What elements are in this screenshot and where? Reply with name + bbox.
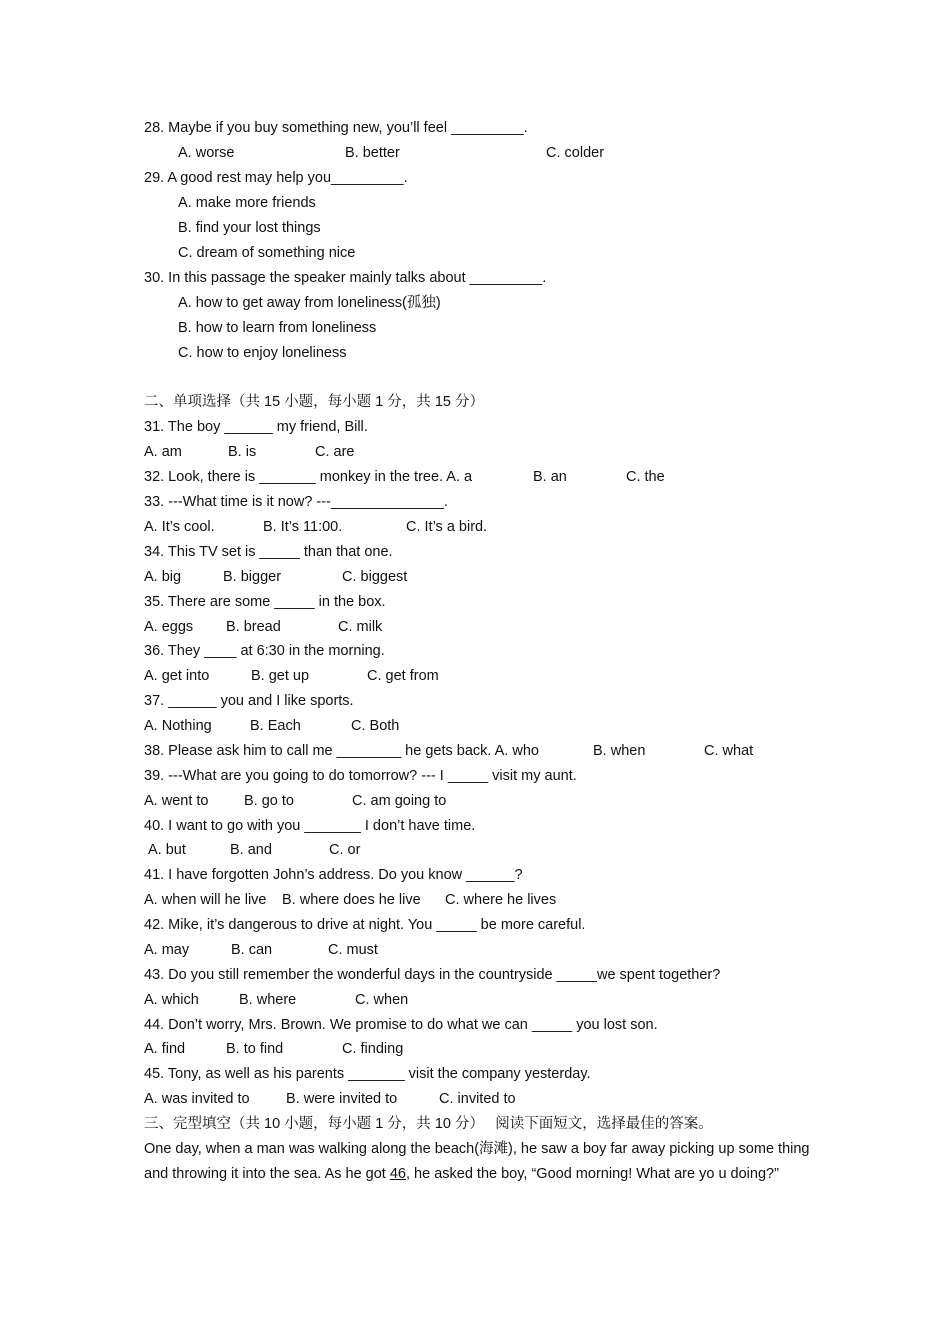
question-34: 34. This TV set is _____ than that one. [144,544,393,560]
question-39-options [144,789,544,813]
option-c: C. what [704,743,754,759]
option-a: A. worse [178,145,235,161]
option-c: C. am going to [352,793,447,809]
option-c: C. when [355,992,409,1008]
question-28 [144,116,528,140]
option-c: C. get from [367,668,439,684]
option-c: C. biggest [342,569,408,585]
option-a: A. find [144,1041,186,1057]
question-42-options [144,938,544,962]
option-a: A. big [144,569,182,585]
option-a: A. went to [144,793,209,809]
question-45: 45. Tony, as well as his parents _______ visit the company yesterday. [144,1066,591,1082]
option-c: C. the [626,469,665,485]
question-30 [144,266,546,290]
question-37-options [144,714,544,738]
option-a: A. eggs [144,619,194,635]
option-a: A. when will he live [144,892,267,908]
option-a: A. was invited to [144,1091,250,1107]
option-b: B. find your lost things [178,220,321,236]
question-37: 37. ______ you and I like sports. [144,693,354,709]
question-40-options [144,838,544,862]
question-stem: 38. Please ask him to call me ________ he gets back. A. who [144,743,539,759]
question-stem: 30. In this passage the speaker mainly talks about _________. [144,270,547,286]
option-b: B. can [231,942,273,958]
option-b: B. when [593,743,646,759]
option-b: B. were invited to [286,1091,398,1107]
question-44: 44. Don’t worry, Mrs. Brown. We promise to do what we can _____ you lost son. [144,1017,658,1033]
option-a: A. may [144,942,190,958]
question-43: 43. Do you still remember the wonderful days in the countryside _____we spent together? [144,967,721,983]
option-b: B. an [533,469,567,485]
question-41-options [144,888,644,912]
question-45-options [144,1087,644,1111]
option-a: A. am [144,444,182,460]
option-c: C. invited to [439,1091,516,1107]
passage-text: One day, when a man was walking along the beach(海滩), he saw a boy far away picking up some thing and throwing it into the sea. As he got [144,1141,810,1182]
question-stem: 28. Maybe if you buy something new, you’ll feel _________. [144,120,528,136]
option-b: B. how to learn from loneliness [178,320,377,336]
question-40: 40. I want to go with you _______ I don’t have time. [144,818,476,834]
question-33: 33. ---What time is it now? ---______________. [144,494,448,510]
option-b: B. bread [226,619,281,635]
question-44-options [144,1037,544,1061]
option-a: A. Nothing [144,718,212,734]
question-42: 42. Mike, it’s dangerous to drive at night. You _____ be more careful. [144,917,586,933]
option-c: C. colder [546,145,605,161]
option-b: B. where does he live [282,892,421,908]
question-28-options [178,141,778,165]
section-heading: 二、单项选择（共 15 小题，每小题 1 分，共 15 分） [144,394,484,410]
option-c: C. milk [338,619,383,635]
question-stem: 32. Look, there is _______ monkey in the tree. A. a [144,469,473,485]
option-a: A. It’s cool. [144,519,215,535]
option-c: C. Both [351,718,400,734]
question-stem: 29. A good rest may help you_________. [144,170,408,186]
option-c: C. must [328,942,378,958]
question-38 [144,739,804,763]
option-c: C. where he lives [445,892,557,908]
option-b: B. Each [250,718,301,734]
option-a: A. but [148,842,186,858]
cloze-passage [144,1137,814,1187]
option-b: B. where [239,992,297,1008]
option-c: C. or [329,842,361,858]
question-39: 39. ---What are you going to do tomorrow? --- I _____ visit my aunt. [144,768,577,784]
option-c: C. how to enjoy loneliness [178,345,347,361]
option-a: A. how to get away from loneliness(孤独) [178,295,441,311]
question-31-options [144,440,544,464]
passage-text: , he asked the boy, “Good morning! What are yo u doing?” [406,1166,779,1182]
option-b: B. is [228,444,257,460]
question-29 [144,166,408,190]
option-b: B. to find [226,1041,284,1057]
option-c: C. are [315,444,355,460]
option-a: A. make more friends [178,195,316,211]
option-b: B. and [230,842,272,858]
question-32 [144,465,764,489]
question-31: 31. The boy ______ my friend, Bill. [144,419,368,435]
option-b: B. better [345,145,400,161]
question-43-options [144,988,544,1012]
section-heading: 三、完型填空（共 10 小题，每小题 1 分，共 10 分） 阅读下面短文，选择最佳的答案。 [144,1116,713,1132]
option-c: C. It’s a bird. [406,519,488,535]
option-b: B. get up [251,668,310,684]
question-36: 36. They ____ at 6:30 in the morning. [144,643,385,659]
question-35-options [144,615,544,639]
option-c: C. dream of something nice [178,245,356,261]
question-41: 41. I have forgotten John’s address. Do you know ______? [144,867,523,883]
option-b: B. bigger [223,569,282,585]
option-b: B. go to [244,793,294,809]
option-b: B. It’s 11:00. [263,519,343,535]
question-35: 35. There are some _____ in the box. [144,594,386,610]
question-33-options [144,515,594,539]
blank-number: 46 [389,1166,406,1182]
option-a: A. get into [144,668,210,684]
question-36-options [144,664,544,688]
option-a: A. which [144,992,199,1008]
question-34-options [144,565,544,589]
option-c: C. finding [342,1041,404,1057]
